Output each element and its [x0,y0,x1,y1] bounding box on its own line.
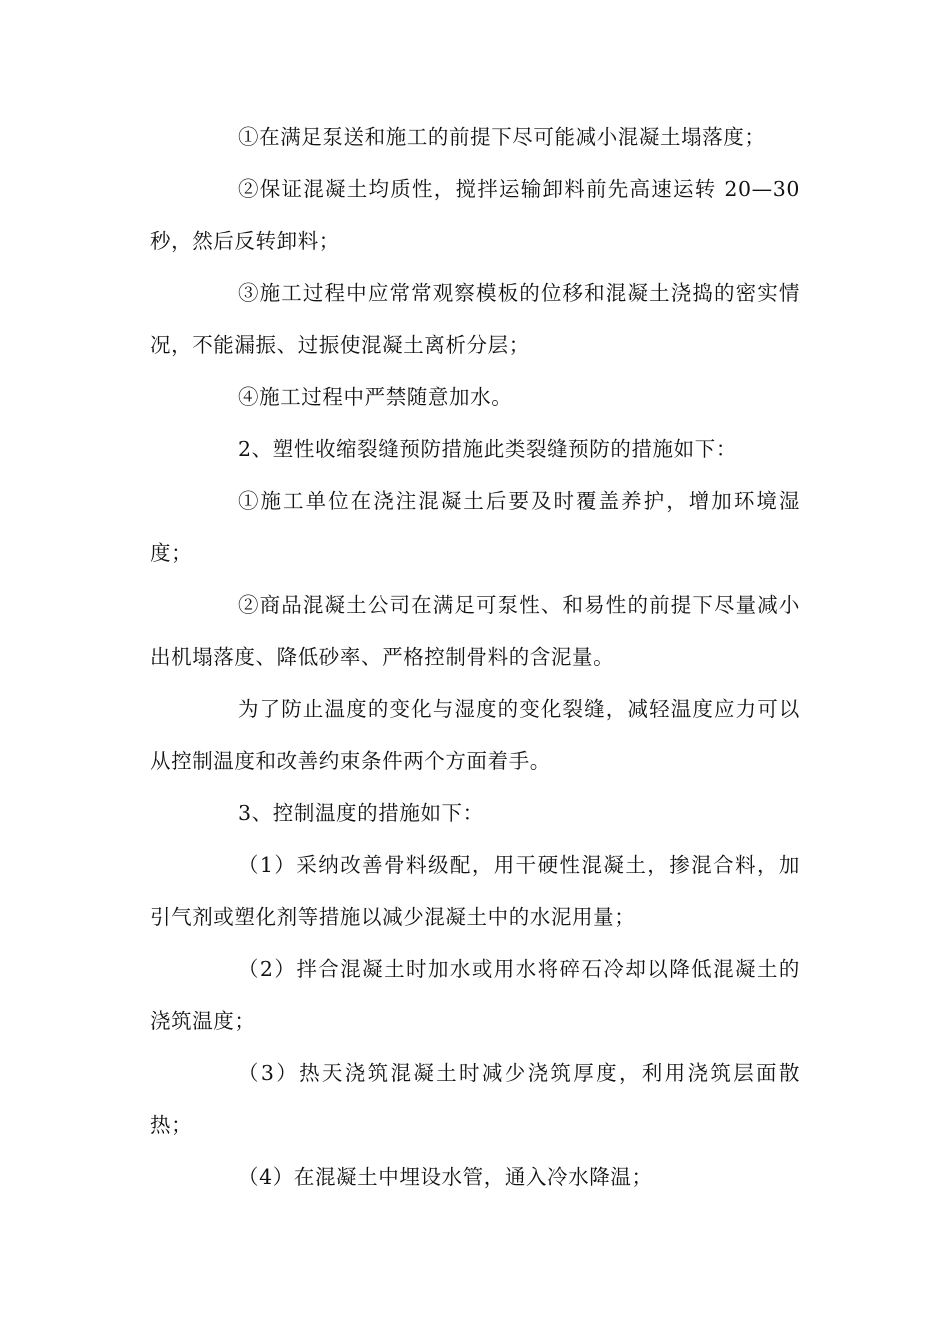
paragraph-temperature-heading: 3、控制温度的措施如下： [238,801,484,825]
paragraph-plastic-shrinkage-heading: 2、塑性收缩裂缝预防措施此类裂缝预防的措施如下： [238,437,737,461]
paragraph-supplier-slump: ②商品混凝土公司在满足可泵性、和易性的前提下尽量减小出机塌落度、降低砂率、严格控制骨料的含泥量。 [150,593,800,669]
paragraph-formwork-observation: ③施工过程中应常常观察模板的位移和混凝土浇捣的密实情况，不能漏振、过振使混凝土离析分层； [150,281,800,357]
paragraph-cooling-pipes: （4）在混凝土中埋设水管，通入冷水降温； [238,1165,653,1189]
paragraph-layer-thickness: （3）热天浇筑混凝土时减少浇筑厚度，利用浇筑层面散热； [150,1061,800,1137]
paragraph-temperature-intro: 为了防止温度的变化与湿度的变化裂缝，减轻温度应力可以从控制温度和改善约束条件两个方面着手。 [150,697,800,773]
paragraph-homogeneity: ②保证混凝土均质性，搅拌运输卸料前先高速运转 20—30 秒，然后反转卸料； [150,177,800,253]
paragraph-slump-reduction: ①在满足泵送和施工的前提下尽可能减小混凝土塌落度； [238,125,766,149]
paragraph-aggregate-grading: （1）采纳改善骨料级配，用干硬性混凝土，掺混合料，加引气剂或塑化剂等措施以减少混凝土中的水泥用量； [150,853,800,929]
document-body [150,111,800,1203]
paragraph-curing: ①施工单位在浇注混凝土后要及时覆盖养护，增加环境湿度； [150,489,800,565]
paragraph-no-water-adding: ④施工过程中严禁随意加水。 [238,385,513,409]
paragraph-cooling-mix: （2）拌合混凝土时加水或用水将碎石冷却以降低混凝土的浇筑温度； [150,957,800,1033]
